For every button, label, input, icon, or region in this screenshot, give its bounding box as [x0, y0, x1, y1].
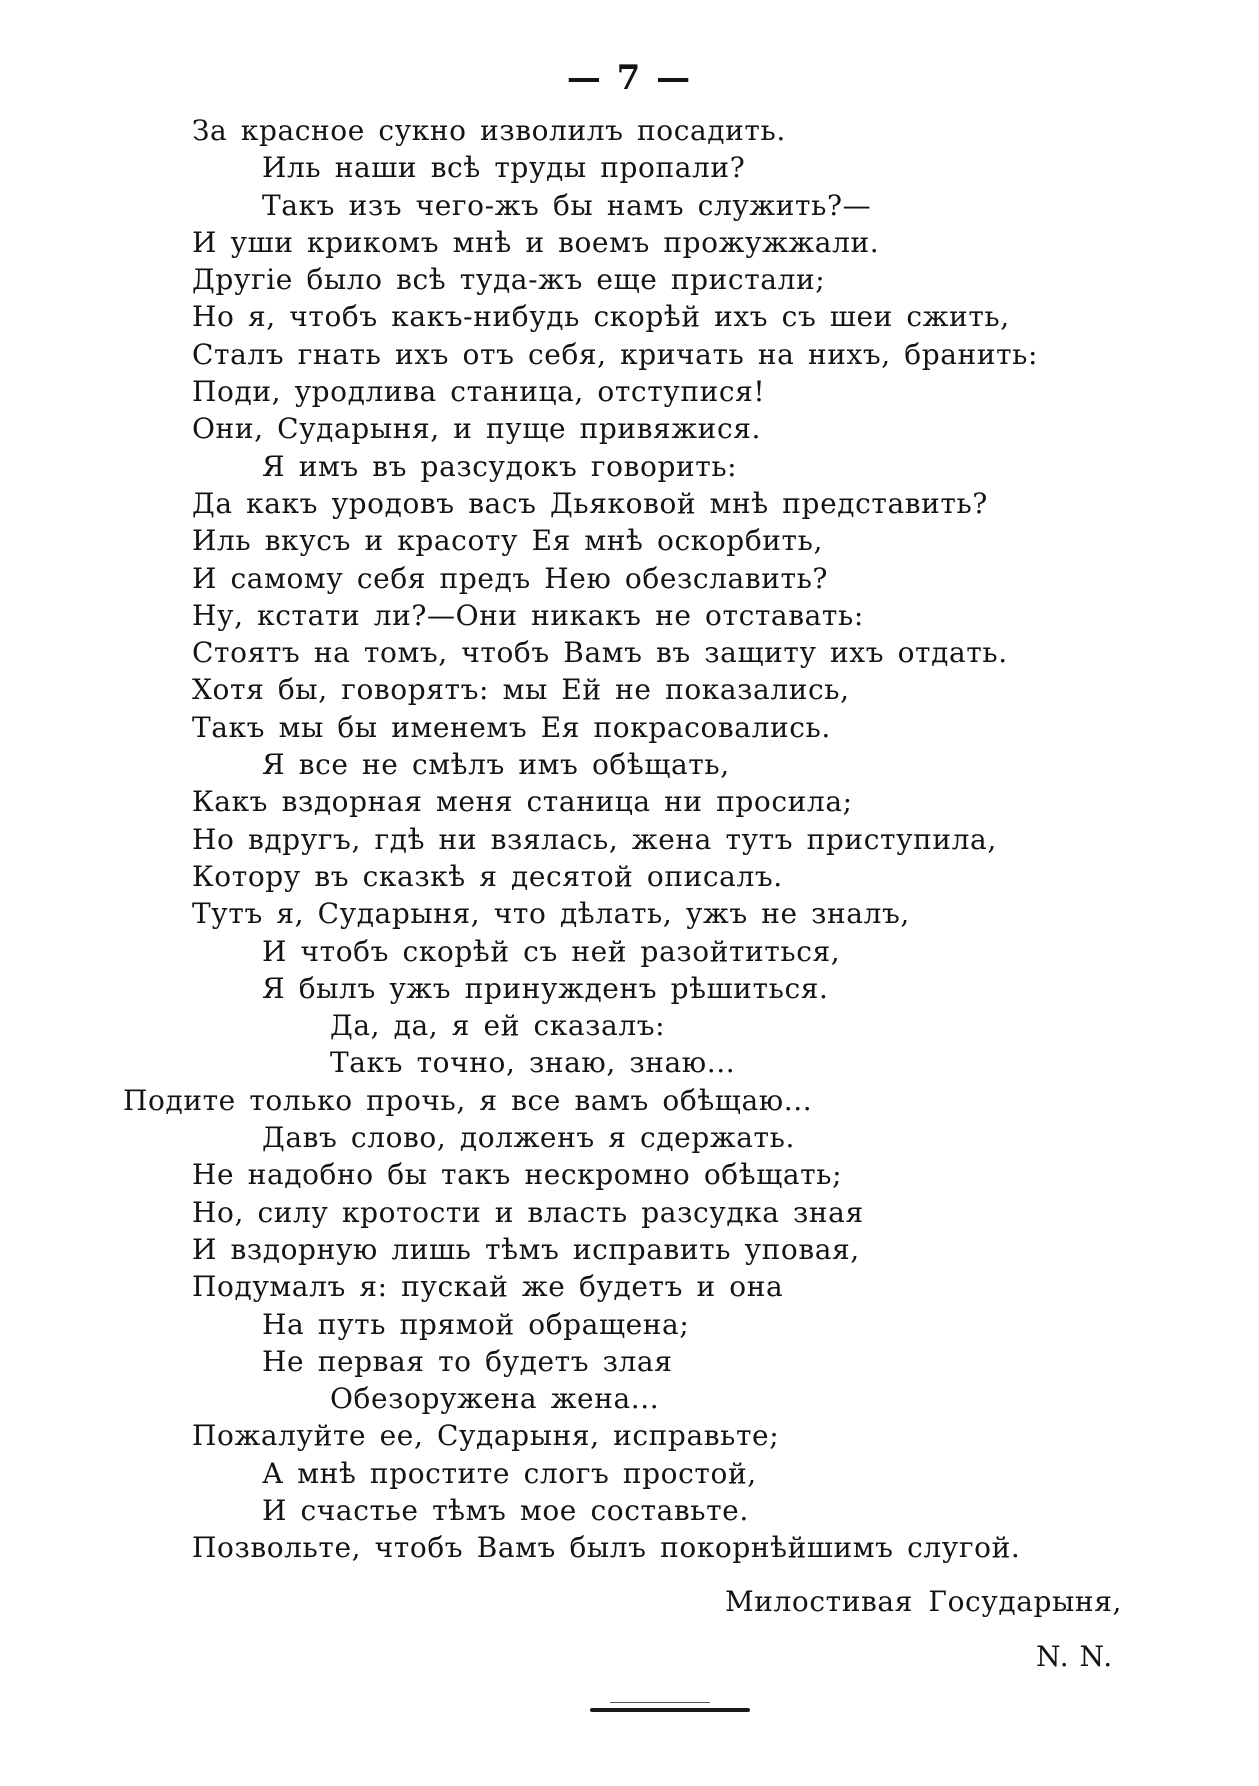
poem-line: Подите только прочь, я все вамъ обѣщаю...: [123, 1083, 813, 1117]
poem-line: Такъ мы бы именемъ Ея покрасовались.: [192, 710, 831, 744]
signature-salutation: Милостивая Государыня,: [725, 1585, 1122, 1618]
poem-line: И уши крикомъ мнѣ и воемъ прожужжали.: [192, 225, 880, 259]
poem-line: А мнѣ простите слогъ простой,: [262, 1456, 757, 1490]
poem-line: Но я, чтобъ какъ-нибудь скорѣй ихъ съ шеи сжить,: [192, 300, 1010, 334]
poem-line: Я былъ ужъ принужденъ рѣшиться.: [262, 971, 829, 1005]
poem-line: Не первая то будетъ злая: [262, 1344, 673, 1378]
poem-line: Такъ точно, знаю, знаю...: [330, 1046, 736, 1080]
poem-line: Такъ изъ чего-жъ бы намъ служить?—: [262, 188, 872, 222]
poem-line: Сталъ гнать ихъ отъ себя, кричать на нихъ, бранить:: [192, 337, 1039, 371]
poem-line: И чтобъ скорѣй съ ней разойтиться,: [262, 934, 841, 968]
poem-line: Я все не смѣлъ имъ обѣщать,: [262, 748, 730, 782]
poem-line: И самому себя предъ Нею обезславить?: [192, 561, 829, 595]
poem-line: Да, да, я ей сказалъ:: [330, 1009, 666, 1043]
poem-line: И счастье тѣмъ мое составьте.: [262, 1493, 749, 1527]
poem-line: Но, силу кротости и власть разсудка зная: [192, 1195, 864, 1229]
poem-line: Я имъ въ разсудокъ говорить:: [262, 449, 738, 483]
poem-line: Тутъ я, Сударыня, что дѣлать, ужъ не зналъ,: [192, 897, 910, 931]
poem-line: Иль вкусъ и красоту Ея мнѣ оскорбить,: [192, 524, 823, 558]
poem-line: Хотя бы, говорятъ: мы Ей не показались,: [192, 673, 850, 707]
poem-line: И вздорную лишь тѣмъ исправить уповая,: [192, 1232, 860, 1266]
poem-line: Поди, уродлива станица, отступися!: [192, 375, 766, 409]
poem-line: За красное сукно изволилъ посадить.: [192, 114, 786, 147]
poem-line: Какъ вздорная меня станица ни просила;: [192, 785, 853, 819]
closing-rule-thin: [610, 1702, 710, 1703]
poem-line: Стоятъ на томъ, чтобъ Вамъ въ защиту ихъ отдать.: [192, 636, 1008, 670]
poem-line: Пожалуйте ее, Сударыня, исправьте;: [192, 1419, 780, 1453]
poem-line: Подумалъ я: пускай же будетъ и она: [192, 1270, 784, 1304]
poem-line: Да какъ уродовъ васъ Дьяковой мнѣ представить?: [192, 486, 988, 520]
poem-line: Позвольте, чтобъ Вамъ былъ покорнѣйшимъ слугой.: [192, 1531, 1021, 1565]
poem-line: Котору въ сказкѣ я десятой описалъ.: [192, 859, 783, 893]
poem-line: Не надобно бы такъ нескромно обѣщать;: [192, 1158, 843, 1192]
poem-line: На путь прямой обращена;: [262, 1307, 690, 1341]
poem-line: Ну, кстати ли?—Они никакъ не отставать:: [192, 598, 864, 632]
closing-rule: [590, 1708, 750, 1712]
poem-line: Обезоружена жена...: [330, 1382, 660, 1416]
page-number: — 7 —: [566, 58, 693, 98]
poem-line: Но вдругъ, гдѣ ни взялась, жена тутъ приступила,: [192, 822, 997, 856]
poem-body: [0, 112, 1259, 1567]
signature-initials: N. N.: [1036, 1640, 1114, 1673]
poem-line: Иль наши всѣ труды пропали?: [262, 151, 746, 185]
poem-line: Они, Сударыня, и пуще привяжися.: [192, 412, 761, 446]
poem-line: Давъ слово, долженъ я сдержать.: [262, 1121, 795, 1155]
poem-line: Другіе было всѣ туда-жъ еще пристали;: [192, 263, 826, 297]
